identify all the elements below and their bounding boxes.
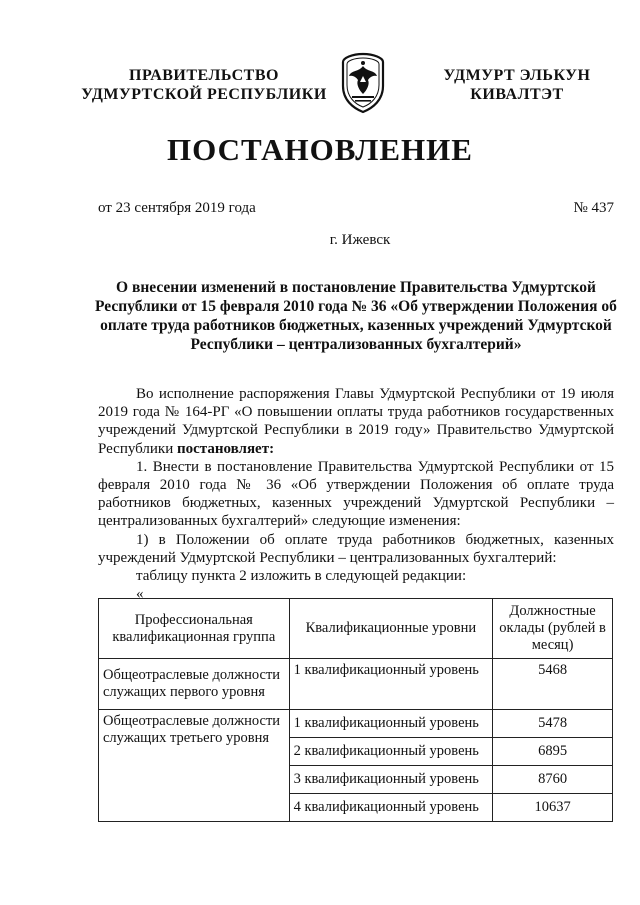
coat-of-arms-emblem <box>340 52 386 114</box>
document-subject <box>92 278 620 354</box>
cell-level: 3 квалификационный уровень <box>289 766 493 794</box>
document-title: ПОСТАНОВЛЕНИЕ <box>167 132 473 167</box>
cell-level: 4 квалификационный уровень <box>289 794 493 822</box>
header-group: Профессиональная квалификационная группа <box>99 599 290 659</box>
preamble-decree-word: постановляет: <box>177 440 275 457</box>
document-number: № 437 <box>573 200 614 216</box>
document-city: г. Ижевск <box>329 232 391 248</box>
government-name-udmurt-line1: УДМУРТ ЭЛЬКУН <box>443 67 591 84</box>
salary-table <box>98 598 613 822</box>
document-body <box>98 385 614 603</box>
subject-line2: Республики от 15 февраля 2010 года № 36 «Об утверждении Положения об <box>95 298 617 315</box>
government-name-udmurt <box>412 66 622 104</box>
subject-line3: оплате труда работников бюджетных, казенных учреждений Удмуртской <box>100 317 612 334</box>
cell-salary: 6895 <box>493 738 613 766</box>
paragraph-subitem-1: 1) в Положении об оплате труда работников бюджетных, казенных учреждений Удмуртской Республики – централизованных бухгалтерий: <box>98 531 614 566</box>
quote-open-mark: « <box>136 586 144 603</box>
preamble-text: Во исполнение распоряжения Главы Удмуртской Республики от 19 июля 2019 года № 164-РГ «О повышении оплаты труда работников государственных учреждений Удмуртской Республики в 2019 году» Правительство Удмуртской Республики <box>98 386 614 457</box>
cell-salary: 8760 <box>493 766 613 794</box>
paragraph-preamble <box>98 385 614 458</box>
government-name-line1: ПРАВИТЕЛЬСТВО <box>129 67 279 84</box>
government-name-udmurt-line2: КИВАЛТЭТ <box>470 86 564 103</box>
paragraph-item-1: 1. Внести в постановление Правительства Удмуртской Республики от 15 февраля 2010 года № 36 «Об утверждении Положения об оплате труда работников бюджетных, казенных учреждений Удмуртской Республики – централизованных бухгалтерий» следующие изменения: <box>98 458 614 530</box>
subject-line1: О внесении изменений в постановление Правительства Удмуртской <box>116 279 596 296</box>
paragraph-table-intro: таблицу пункта 2 изложить в следующей редакции: <box>136 568 467 585</box>
header-level: Квалификационные уровни <box>289 599 493 659</box>
cell-level: 1 квалификационный уровень <box>289 710 493 738</box>
subject-line4: Республики – централизованных бухгалтерий» <box>190 336 522 353</box>
government-name-line2: УДМУРТСКОЙ РЕСПУБЛИКИ <box>81 86 327 103</box>
cell-salary: 5478 <box>493 710 613 738</box>
cell-level: 2 квалификационный уровень <box>289 738 493 766</box>
document-date: от 23 сентября 2019 года <box>98 200 256 216</box>
cell-level: 1 квалификационный уровень <box>289 659 493 710</box>
cell-group: Общеотраслевые должности служащих третьего уровня <box>99 710 290 822</box>
table-header-row <box>99 599 613 659</box>
cell-group: Общеотраслевые должности служащих первого уровня <box>99 659 290 710</box>
table-row <box>99 710 613 738</box>
cell-salary: 5468 <box>493 659 613 710</box>
cell-salary: 10637 <box>493 794 613 822</box>
government-name-russian <box>74 66 334 104</box>
table-row <box>99 659 613 710</box>
header-salary: Должностные оклады (рублей в месяц) <box>493 599 613 659</box>
